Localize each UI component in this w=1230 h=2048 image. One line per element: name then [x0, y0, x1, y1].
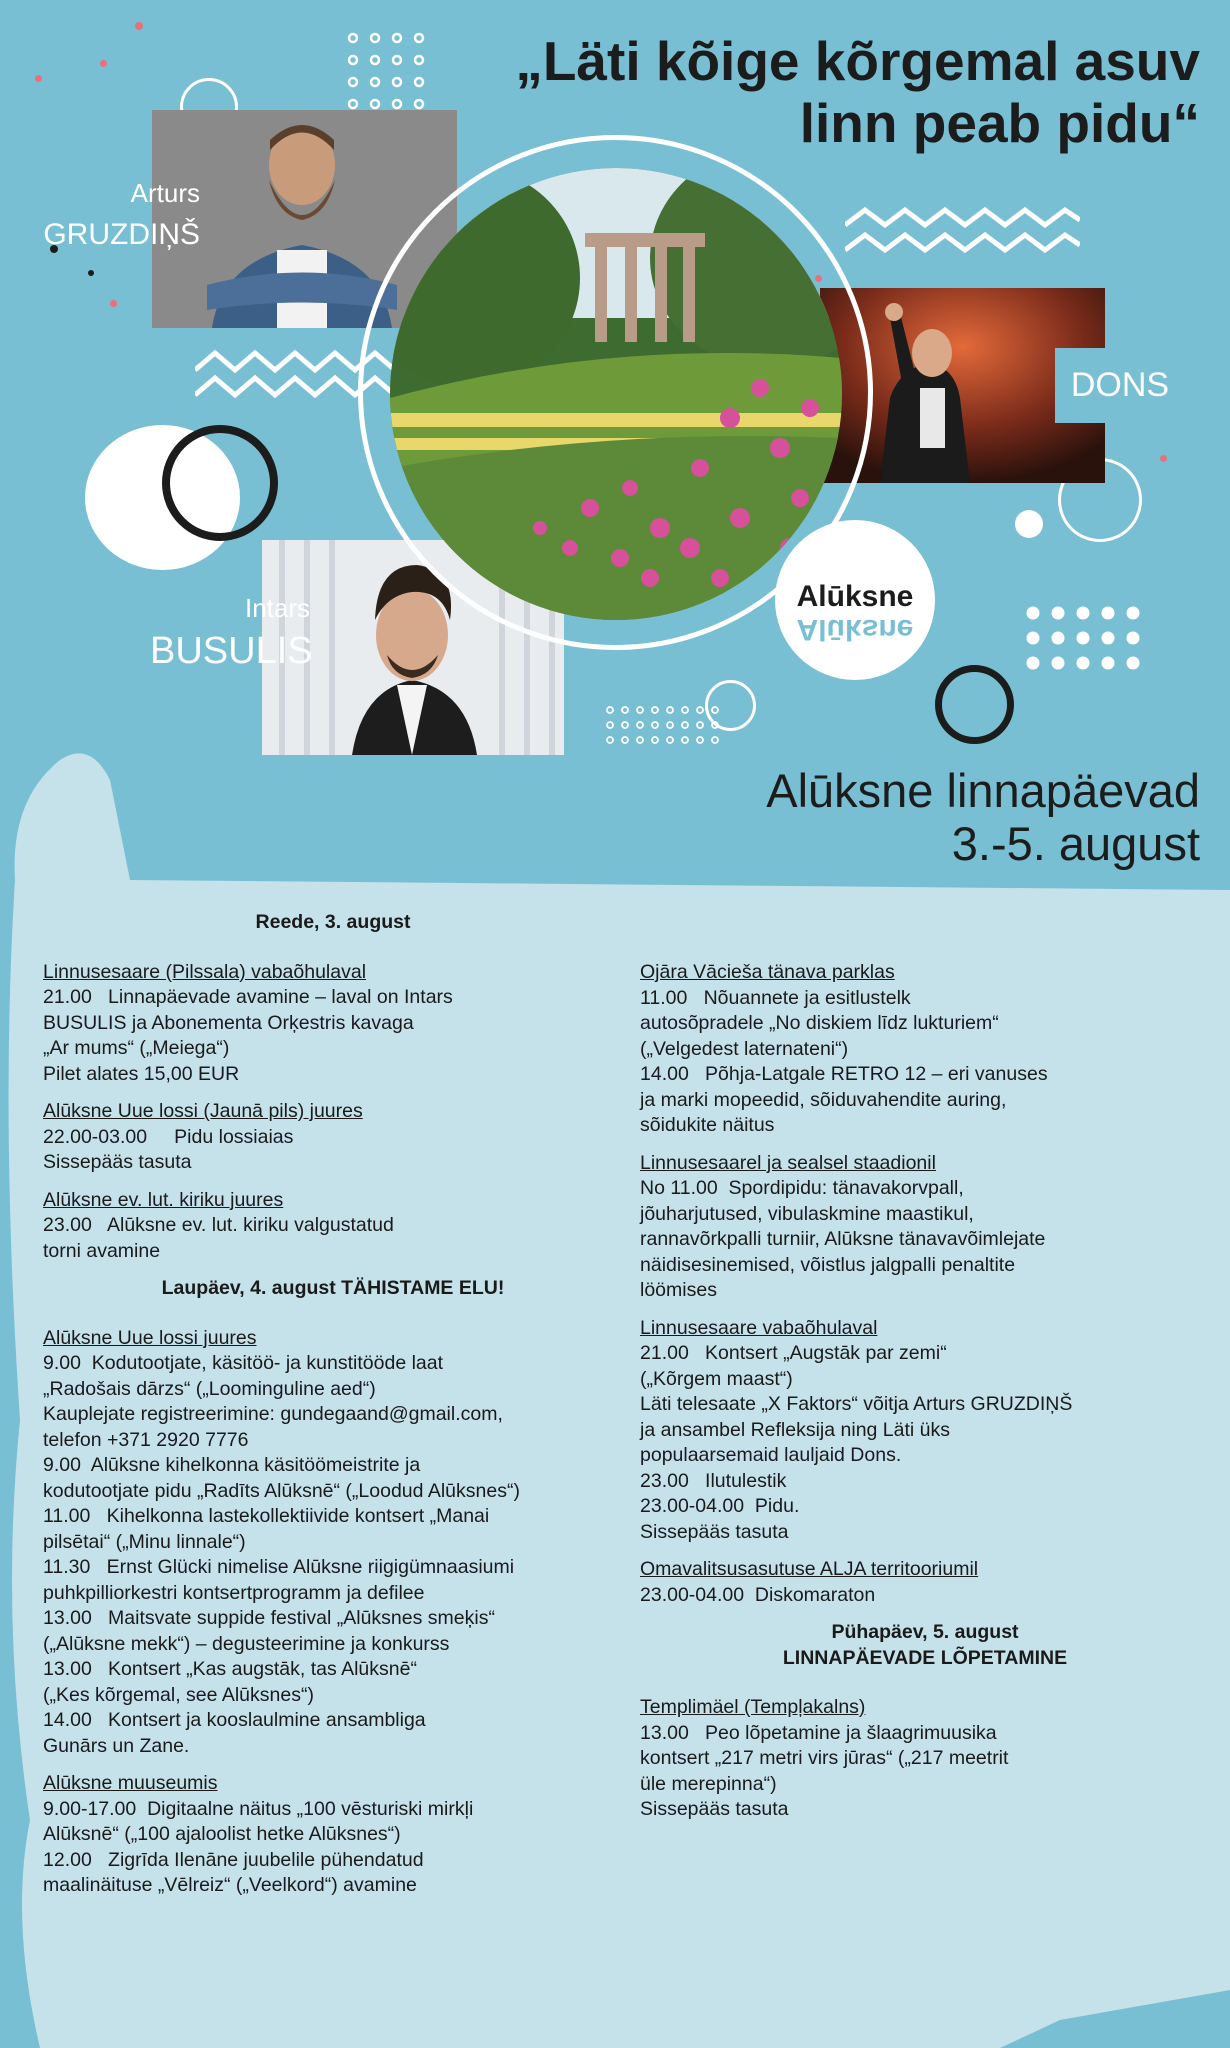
event-line: löömises: [640, 1279, 717, 1301]
event-line: näidisesinemised, võistlus jalgpalli penaltite: [640, 1253, 1016, 1276]
event-line: 23.00 Alūksne ev. lut. kiriku valgustatud: [43, 1214, 394, 1236]
event-line: „Radošais dārzs“ („Loominguline aed“): [43, 1377, 376, 1400]
performer-arturs-first: Arturs: [130, 178, 200, 208]
venue-name: Alūksne Uue lossi juures: [43, 1326, 257, 1349]
schedule-section: [43, 1188, 623, 1265]
event-line: 13.00 Kontsert „Kas augstāk, tas Alūksnē“: [43, 1658, 417, 1680]
event-line: 21.00 Kontsert „Augstāk par zemi“: [640, 1342, 947, 1364]
decor-dot: [1160, 455, 1167, 462]
title-line-2: linn peab pidu“: [799, 92, 1200, 155]
event-line: kodutootjate pidu „Radīts Alūksnē“ („Loodud Alūksnes“): [43, 1479, 520, 1502]
event-line: Pilet alates 15,00 EUR: [43, 1062, 240, 1085]
event-line: rannavõrkpalli turniir, Alūksne tänavavõimlejate: [640, 1228, 1046, 1250]
event-line: 12.00 Zigrīda Ilenāne juubelile pühendatud: [43, 1848, 424, 1871]
event-line: sõidukite näitus: [640, 1114, 775, 1136]
decor-black-ring: [162, 425, 278, 541]
schedule-section: [43, 1326, 623, 1760]
event-line: 11.30 Ernst Glücki nimelise Alūksne riigigümnaasiumi: [43, 1556, 515, 1578]
event-line: 23.00 Ilutulestik: [640, 1469, 787, 1492]
event-line: („Kõrgem maast“): [640, 1367, 793, 1390]
event-line: Sissepääs tasuta: [43, 1151, 192, 1173]
aluksne-logo-text: Alūksne: [796, 580, 914, 613]
event-line: 23.00-04.00 Diskomaraton: [640, 1583, 876, 1606]
event-line: 14.00 Põhja-Latgale RETRO 12 – eri vanuses: [640, 1063, 1048, 1085]
schedule-section: [43, 1099, 623, 1176]
schedule-section: [640, 1151, 1210, 1304]
venue-name: Linnusesaare (Pilssala) vabaõhulaval: [43, 960, 367, 983]
event-line: torni avamine: [43, 1239, 161, 1262]
event-line: üle merepinna“): [640, 1772, 777, 1795]
park-gazebo-photo: [390, 168, 842, 620]
subtitle-line-1: Alūksne linnapäevad: [766, 764, 1200, 817]
day-heading: Laupäev, 4. august TÄHISTAME ELU!: [161, 1277, 505, 1299]
schedule-section: [640, 1557, 1210, 1608]
schedule-section: [43, 1771, 623, 1899]
event-line: maalinäituse „Vēlreiz“ („Veelkord“) avamine: [43, 1874, 417, 1896]
event-line: („Velgedest laternateni“): [640, 1037, 849, 1060]
venue-name: Omavalitsusasutuse ALJA territooriumil: [640, 1558, 979, 1580]
schedule-right-column: [640, 960, 1210, 1835]
event-line: 22.00-03.00 Pidu lossiaias: [43, 1125, 294, 1148]
event-line: populaarsemaid lauljaid Dons.: [640, 1444, 902, 1466]
event-line: 23.00-04.00 Pidu.: [640, 1495, 800, 1517]
venue-name: Alūksne Uue lossi (Jaunā pils) juures: [43, 1100, 363, 1122]
dot-grid-pattern: [1025, 605, 1145, 675]
day-heading: Pühapäev, 5. august: [831, 1621, 1019, 1643]
event-line: Kauplejate registreerimine: gundegaand@gmail.com,: [43, 1403, 503, 1425]
event-line: puhkpilliorkestri kontsertprogramm ja defilee: [43, 1581, 425, 1604]
event-line: pilsētai“ („Minu linnale“): [43, 1530, 246, 1553]
decor-dot: [100, 60, 107, 67]
event-line: 9.00-17.00 Digitaalne näitus „100 vēsturiski mirkļi: [43, 1797, 474, 1820]
performer-dons: DONS: [1070, 366, 1170, 404]
aluksne-logo-reflection: Alūksne: [796, 613, 914, 646]
day-heading: Reede, 3. august: [255, 911, 411, 933]
event-line: 11.00 Kihelkonna lastekollektiivide kontsert „Manai: [43, 1505, 490, 1527]
event-line: 14.00 Kontsert ja kooslaulmine ansambliga: [43, 1709, 426, 1731]
decor-dot: [110, 300, 117, 307]
schedule-section: [640, 1695, 1210, 1823]
schedule-section: [43, 960, 623, 1088]
day-heading: LINNAPÄEVADE LÕPETAMINE: [782, 1646, 1068, 1669]
event-line: 11.00 Nõuannete ja esitlustelk: [640, 986, 911, 1009]
event-subtitle: [500, 765, 1200, 870]
event-line: Läti telesaate „X Faktors“ võitja Arturs GRUZDIŅŠ: [640, 1393, 1073, 1415]
event-line: kontsert „217 metri virs jūras“ („217 meetrit: [640, 1747, 1009, 1769]
event-line: ja ansambel Refleksija ning Läti üks: [640, 1418, 951, 1441]
venue-name: Alūksne ev. lut. kiriku juures: [43, 1188, 284, 1211]
schedule-section: [640, 1316, 1210, 1546]
decor-dot: [88, 270, 94, 276]
event-line: telefon +371 2920 7776: [43, 1428, 249, 1451]
event-line: 9.00 Kodutootjate, käsitöö- ja kunstitööde laat: [43, 1352, 444, 1374]
decor-dot: [1015, 510, 1043, 538]
subtitle-line-2: 3.-5. august: [951, 816, 1200, 870]
decor-dot: [135, 22, 143, 30]
venue-name: Linnusesaarel ja sealsel staadionil: [640, 1151, 936, 1174]
event-line: Sissepääs tasuta: [640, 1520, 789, 1543]
event-line: „Ar mums“ („Meiega“): [43, 1037, 230, 1059]
event-line: No 11.00 Spordipidu: tänavakorvpall,: [640, 1177, 964, 1199]
performer-arturs-last: GRUZDIŅŠ: [43, 218, 200, 251]
performer-intars-first: Intars: [244, 593, 310, 623]
event-line: 9.00 Alūksne kihelkonna käsitöömeistrite ja: [43, 1454, 421, 1476]
event-line: ja marki mopeedid, sõiduvahendite auring,: [640, 1088, 1007, 1111]
event-line: 13.00 Peo lõpetamine ja šlaagrimuusika: [640, 1721, 997, 1744]
event-line: jõuharjutused, vibulaskmine maastikul,: [640, 1202, 974, 1225]
event-line: Sissepääs tasuta: [640, 1798, 789, 1820]
event-line: autosõpradele „No diskiem līdz lukturiem“: [640, 1012, 999, 1034]
event-line: („Alūksne mekk“) – degusteerimine ja konkurss: [43, 1632, 450, 1655]
title-line-1: „Läti kõige kõrgemal asuv: [515, 30, 1200, 92]
event-line: Gunārs un Zane.: [43, 1734, 190, 1757]
venue-name: Templimäel (Tempļakalns): [640, 1696, 866, 1718]
venue-name: Ojāra Vācieša tänava parklas: [640, 961, 895, 983]
schedule-section: [640, 960, 1210, 1139]
poster-title: [320, 30, 1200, 154]
event-line: BUSULIS ja Abonementa Orķestris kavaga: [43, 1011, 414, 1034]
event-line: 13.00 Maitsvate suppide festival „Alūksnes smeķis“: [43, 1607, 495, 1629]
decor-dot: [35, 75, 42, 82]
venue-name: Alūksne muuseumis: [43, 1772, 218, 1794]
zigzag-decor: [845, 205, 1080, 260]
event-line: 21.00 Linnapäevade avamine – laval on Intars: [43, 986, 453, 1008]
event-line: („Kes kõrgemal, see Alūksnes“): [43, 1683, 314, 1706]
venue-name: Linnusesaare vabaõhulaval: [640, 1316, 878, 1339]
schedule-left-column: [43, 910, 623, 1911]
performer-intars-last: BUSULIS: [150, 630, 313, 672]
event-line: Alūksnē“ („100 ajaloolist hetke Alūksnes“): [43, 1823, 401, 1845]
